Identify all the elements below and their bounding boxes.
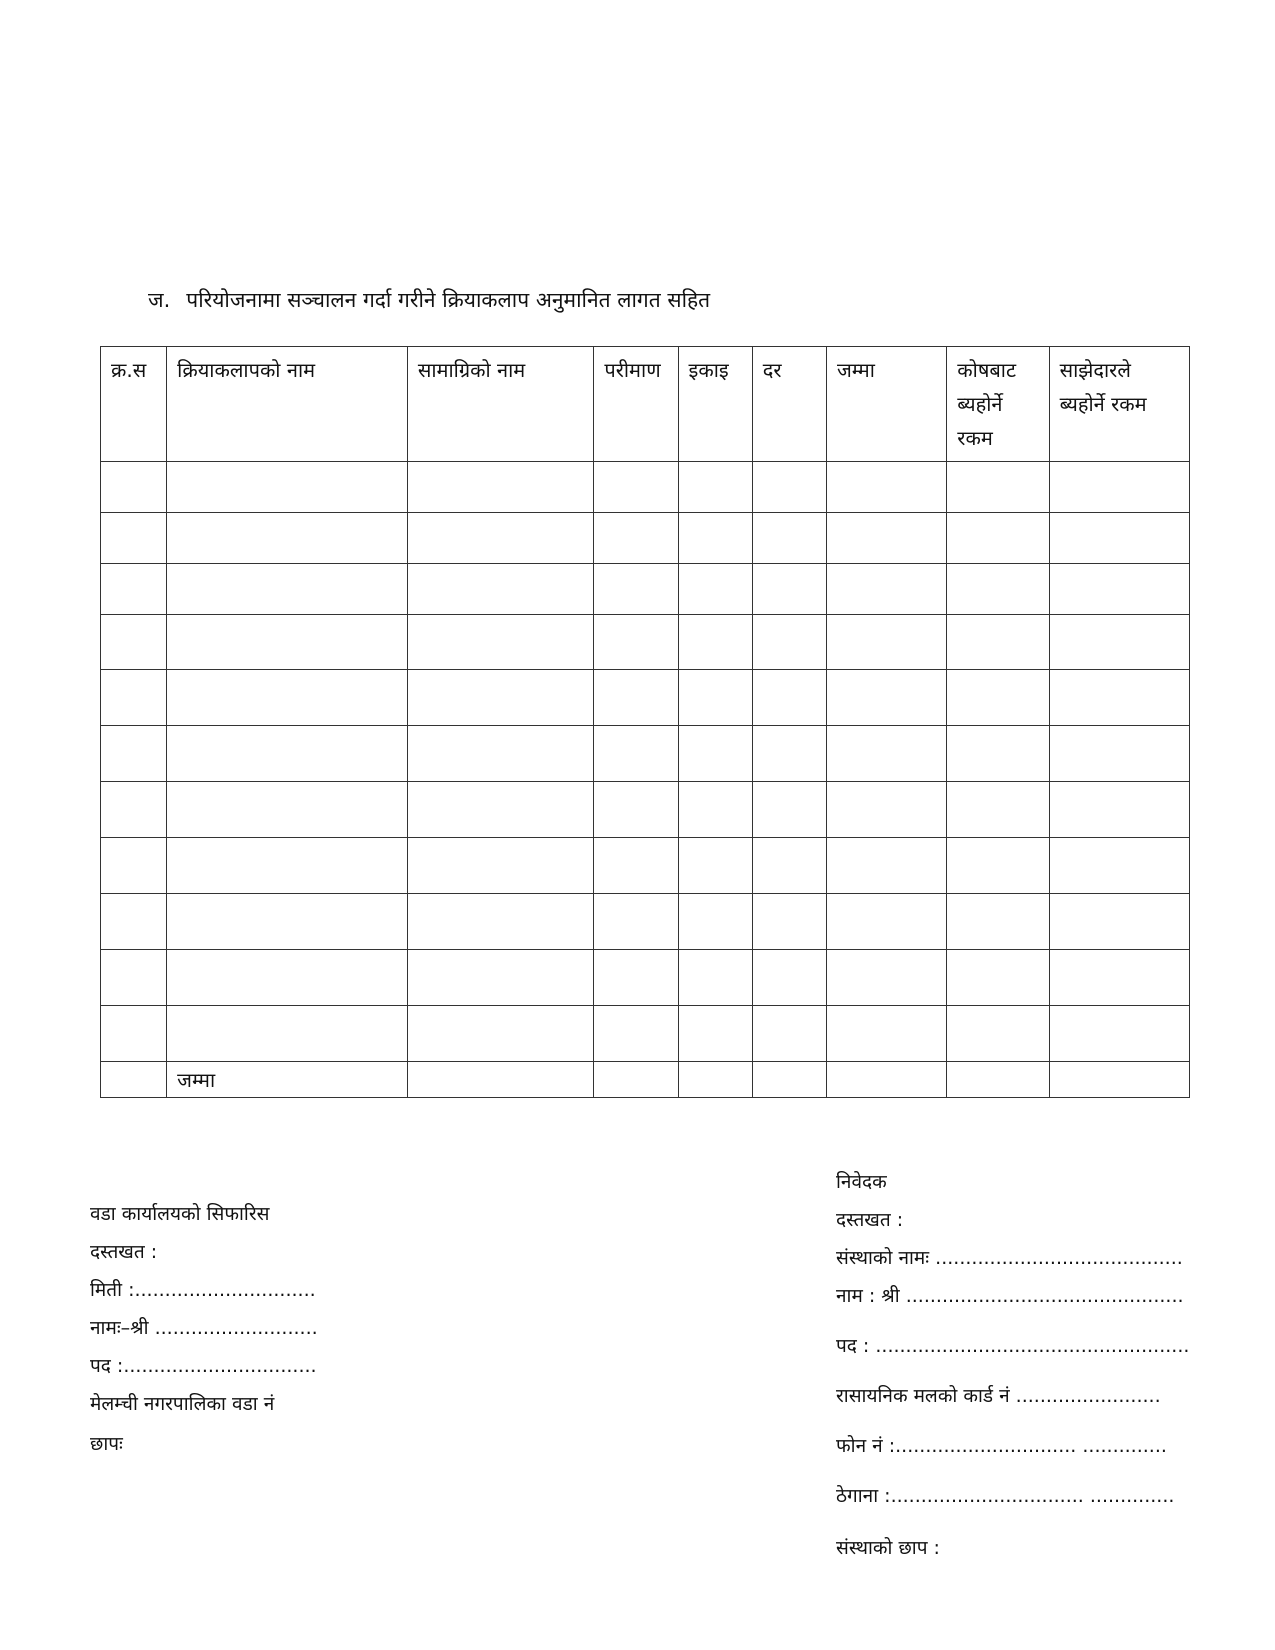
table-cell[interactable] <box>947 564 1049 615</box>
applicant-stamp-label: संस्थाको छाप : <box>836 1537 940 1559</box>
table-cell[interactable] <box>407 894 594 950</box>
table-row <box>101 513 1190 564</box>
table-cell[interactable] <box>594 564 678 615</box>
table-cell[interactable] <box>594 462 678 513</box>
total-label: जम्मा <box>167 1062 408 1098</box>
table-cell[interactable] <box>947 670 1049 726</box>
table-row <box>101 462 1190 513</box>
applicant-phone-field: फोन नं :.............................. .............. <box>836 1435 1167 1457</box>
table-cell[interactable] <box>101 670 167 726</box>
applicant-title: निवेदक <box>836 1171 887 1193</box>
table-cell[interactable] <box>167 950 408 1006</box>
section-title: परियोजनामा सञ्चालन गर्दा गरीने क्रियाकलाप अनुमानित लागत सहित <box>186 288 711 312</box>
table-cell[interactable] <box>947 615 1049 670</box>
table-cell[interactable] <box>947 950 1049 1006</box>
table-cell[interactable] <box>1049 838 1189 894</box>
table-cell[interactable] <box>407 838 594 894</box>
table-cell[interactable] <box>101 838 167 894</box>
table-cell[interactable] <box>407 615 594 670</box>
table-cell[interactable] <box>1049 615 1189 670</box>
table-cell[interactable] <box>947 782 1049 838</box>
table-cell[interactable] <box>407 782 594 838</box>
table-cell[interactable] <box>167 615 408 670</box>
table-cell[interactable] <box>594 838 678 894</box>
table-cell[interactable] <box>594 615 678 670</box>
table-cell[interactable] <box>826 615 946 670</box>
table-row <box>101 894 1190 950</box>
table-cell[interactable] <box>826 462 946 513</box>
applicant-address-field: ठेगाना :................................ .............. <box>836 1485 1175 1507</box>
col-header-partner-amount: साझेदारले ब्यहोर्ने रकम <box>1049 347 1189 462</box>
table-cell[interactable] <box>101 894 167 950</box>
table-cell[interactable] <box>826 564 946 615</box>
table-cell[interactable] <box>947 1006 1049 1062</box>
table-cell[interactable] <box>826 513 946 564</box>
table-cell[interactable] <box>167 513 408 564</box>
table-cell[interactable] <box>678 462 752 513</box>
section-number: ज. <box>148 288 171 312</box>
table-cell[interactable] <box>826 782 946 838</box>
table-cell[interactable] <box>947 838 1049 894</box>
table-cell[interactable] <box>594 513 678 564</box>
table-row <box>101 564 1190 615</box>
table-row <box>101 670 1190 726</box>
ward-stamp-label: छापः <box>90 1433 123 1455</box>
table-row <box>101 838 1190 894</box>
table-cell[interactable] <box>826 1062 946 1098</box>
table-cell[interactable] <box>752 782 826 838</box>
ward-office-label: मेलम्ची नगरपालिका वडा नं <box>90 1393 275 1415</box>
table-cell[interactable] <box>594 782 678 838</box>
table-cell[interactable] <box>594 950 678 1006</box>
table-cell[interactable] <box>407 513 594 564</box>
table-cell[interactable] <box>752 564 826 615</box>
table-cell[interactable] <box>947 462 1049 513</box>
table-cell[interactable] <box>678 615 752 670</box>
table-cell[interactable] <box>101 1006 167 1062</box>
table-cell[interactable] <box>101 513 167 564</box>
col-header-activity-name: क्रियाकलापको नाम <box>167 347 408 462</box>
table-cell[interactable] <box>1049 726 1189 782</box>
table-cell[interactable] <box>678 950 752 1006</box>
col-header-total: जम्मा <box>826 347 946 462</box>
table-cell[interactable] <box>1049 894 1189 950</box>
table-cell[interactable] <box>167 838 408 894</box>
table-cell[interactable] <box>752 726 826 782</box>
table-cell[interactable] <box>101 726 167 782</box>
table-cell[interactable] <box>752 950 826 1006</box>
table-cell[interactable] <box>407 1062 594 1098</box>
table-cell[interactable] <box>167 564 408 615</box>
table-cell[interactable] <box>826 894 946 950</box>
table-cell[interactable] <box>167 726 408 782</box>
table-cell[interactable] <box>678 894 752 950</box>
table-row <box>101 615 1190 670</box>
table-cell[interactable] <box>407 726 594 782</box>
table-cell[interactable] <box>1049 1006 1189 1062</box>
table-cell[interactable] <box>947 513 1049 564</box>
table-row <box>101 950 1190 1006</box>
table-cell[interactable] <box>1049 782 1189 838</box>
table-cell[interactable] <box>678 1062 752 1098</box>
table-cell[interactable] <box>1049 462 1189 513</box>
ward-date-field: मिती :.............................. <box>90 1279 316 1301</box>
table-cell[interactable] <box>752 615 826 670</box>
ward-recommendation-title: वडा कार्यालयको सिफारिस <box>90 1203 270 1225</box>
ward-post-field: पद :................................ <box>90 1355 317 1377</box>
table-cell[interactable] <box>678 1006 752 1062</box>
col-header-serial: क्र.स <box>101 347 167 462</box>
table-cell[interactable] <box>826 670 946 726</box>
table-cell[interactable] <box>101 782 167 838</box>
table-cell[interactable] <box>167 894 408 950</box>
table-cell[interactable] <box>407 462 594 513</box>
col-header-rate: दर <box>752 347 826 462</box>
table-cell[interactable] <box>167 1006 408 1062</box>
table-cell[interactable] <box>1049 513 1189 564</box>
applicant-signature-label: दस्तखत : <box>836 1209 904 1231</box>
table-cell[interactable] <box>752 513 826 564</box>
applicant-post-field: पद : .................................................... <box>836 1335 1190 1357</box>
applicant-fertilizer-card-field: रासायनिक मलको कार्ड नं ........................ <box>836 1385 1161 1407</box>
table-cell[interactable] <box>1049 564 1189 615</box>
table-row <box>101 726 1190 782</box>
col-header-fund-amount: कोषबाट ब्यहोर्ने रकम <box>947 347 1049 462</box>
table-cell[interactable] <box>752 462 826 513</box>
table-cell[interactable] <box>101 615 167 670</box>
table-cell[interactable] <box>752 894 826 950</box>
table-cell[interactable] <box>947 1062 1049 1098</box>
table-row <box>101 782 1190 838</box>
table-cell[interactable] <box>752 838 826 894</box>
table-cell[interactable] <box>407 1006 594 1062</box>
table-cell[interactable] <box>594 726 678 782</box>
table-cell[interactable] <box>407 670 594 726</box>
table-cell[interactable] <box>678 670 752 726</box>
section-heading <box>148 286 710 314</box>
table-cell[interactable] <box>167 782 408 838</box>
table-cell[interactable] <box>947 726 1049 782</box>
table-cell[interactable] <box>752 1006 826 1062</box>
table-cell[interactable] <box>752 1062 826 1098</box>
table-cell[interactable] <box>752 670 826 726</box>
col-header-quantity: परीमाण <box>594 347 678 462</box>
table-header-row <box>101 347 1190 462</box>
col-header-material-name: सामाग्रिको नाम <box>407 347 594 462</box>
table-cell[interactable] <box>826 726 946 782</box>
table-cell[interactable] <box>167 670 408 726</box>
table-cell[interactable] <box>947 894 1049 950</box>
table-cell[interactable] <box>407 950 594 1006</box>
ward-name-field: नामः–श्री ........................... <box>90 1317 318 1339</box>
table-cell[interactable] <box>101 950 167 1006</box>
table-cell[interactable] <box>1049 670 1189 726</box>
table-cell[interactable] <box>826 838 946 894</box>
table-cell[interactable] <box>678 564 752 615</box>
table-cell[interactable] <box>826 950 946 1006</box>
table-cell[interactable] <box>407 564 594 615</box>
table-row <box>101 1006 1190 1062</box>
table-cell[interactable] <box>594 894 678 950</box>
table-cell[interactable] <box>678 513 752 564</box>
table-cell[interactable] <box>594 1062 678 1098</box>
table-cell[interactable] <box>594 1006 678 1062</box>
table-cell[interactable] <box>678 838 752 894</box>
applicant-org-name-field: संस्थाको नामः ......................................... <box>836 1247 1183 1269</box>
table-cell[interactable] <box>101 1062 167 1098</box>
table-cell[interactable] <box>678 726 752 782</box>
col-header-unit: इकाइ <box>678 347 752 462</box>
table-cell[interactable] <box>101 462 167 513</box>
table-cell[interactable] <box>167 462 408 513</box>
ward-signature-label: दस्तखत : <box>90 1241 158 1263</box>
table-total-row <box>101 1062 1190 1098</box>
activity-cost-table <box>100 346 1190 1098</box>
table-cell[interactable] <box>678 782 752 838</box>
table-cell[interactable] <box>1049 1062 1189 1098</box>
table-cell[interactable] <box>101 564 167 615</box>
table-cell[interactable] <box>826 1006 946 1062</box>
table-cell[interactable] <box>1049 950 1189 1006</box>
table-cell[interactable] <box>594 670 678 726</box>
applicant-name-field: नाम : श्री .............................................. <box>836 1285 1184 1307</box>
